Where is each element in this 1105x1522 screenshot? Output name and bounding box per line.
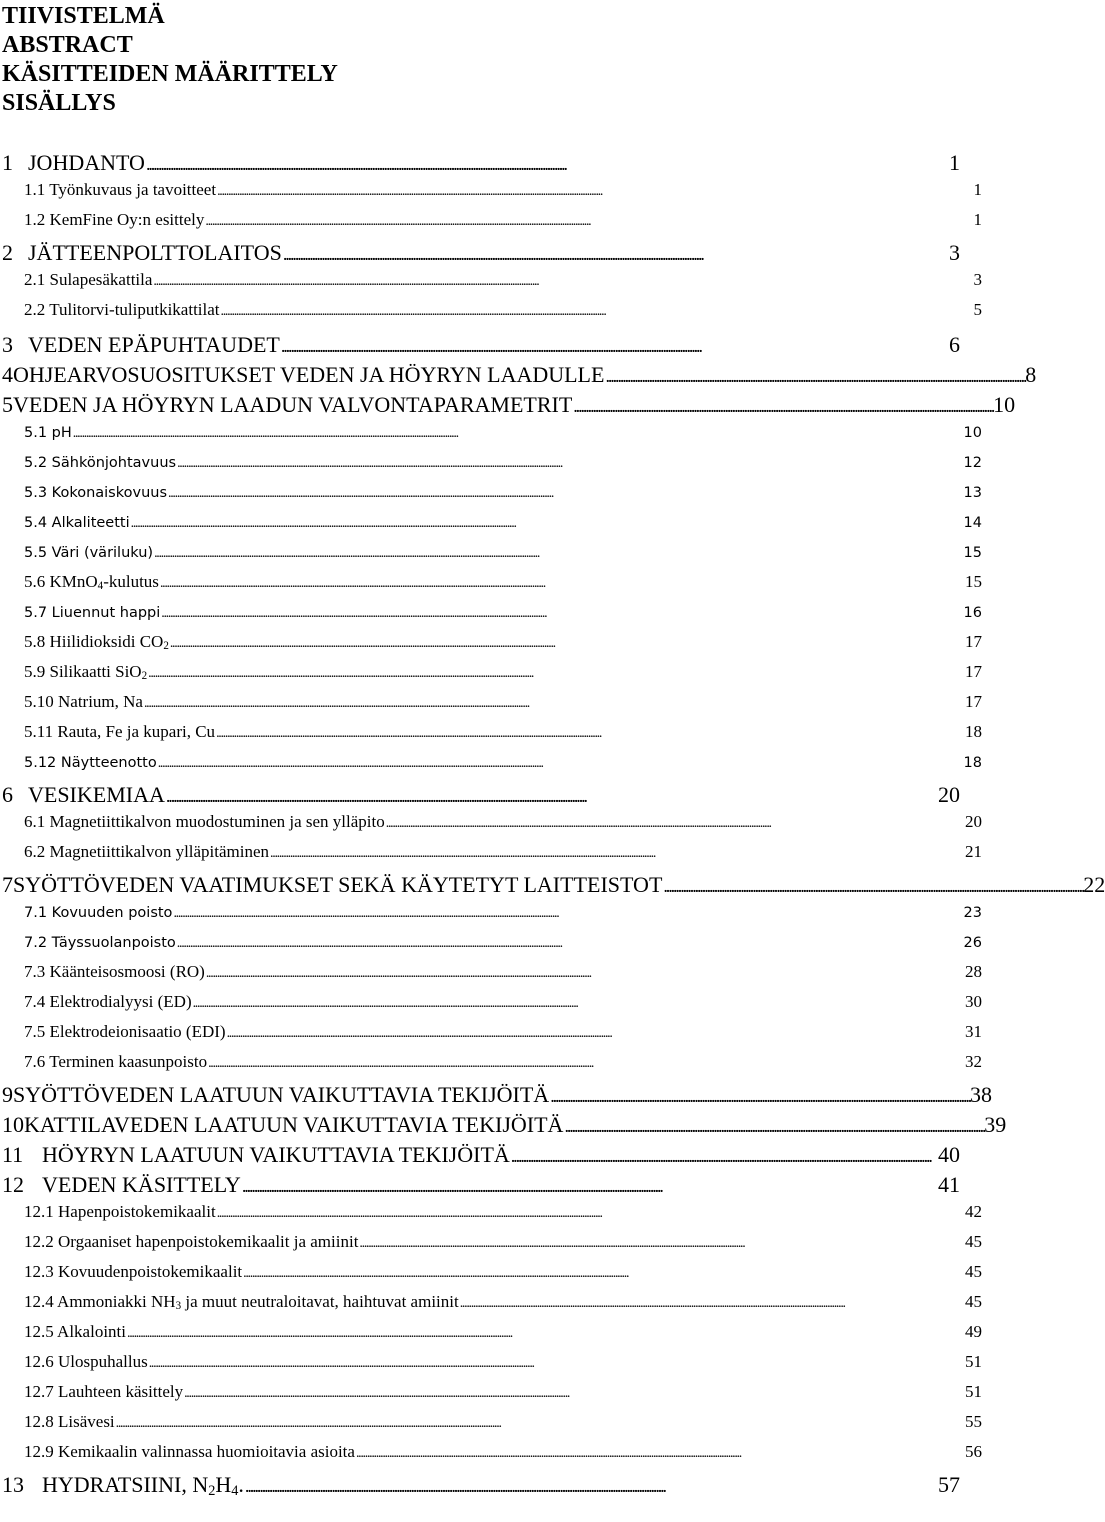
toc-entry-page: 14	[963, 515, 982, 531]
toc-entry[interactable]	[0, 1322, 982, 1342]
toc-entry-label: 2.1 Sulapesäkattila	[24, 270, 153, 289]
toc-entry[interactable]	[0, 180, 982, 200]
toc-entry-page: 30	[965, 992, 982, 1011]
toc-entry-page: 51	[965, 1352, 982, 1371]
toc-entry-label	[24, 1292, 459, 1312]
toc-entry-page: 23	[963, 905, 982, 921]
toc-entry-label: 12.3 Kovuudenpoistokemikaalit	[24, 1262, 243, 1281]
toc-entry-number: 10	[2, 1112, 24, 1137]
label-part: HYDRATSIINI, N	[42, 1472, 209, 1497]
dot-leader	[208, 1052, 964, 1072]
toc-entry-page: 18	[963, 755, 982, 771]
toc-entry-label: 2.2 Tulitorvi-tuliputkikattilat	[24, 300, 220, 319]
dot-leader	[148, 662, 964, 682]
label-part: .	[238, 1472, 244, 1497]
toc-entry[interactable]	[0, 1022, 982, 1042]
dot-leader	[216, 722, 964, 742]
toc-entry-page: 20	[938, 782, 960, 807]
toc-entry[interactable]	[0, 632, 982, 652]
toc-entry-label: 5.12 Näytteenotto	[24, 755, 157, 771]
toc-entry-label: SYÖTTÖVEDEN LAATUUN VAIKUTTAVIA TEKIJÖITÄ	[13, 1082, 550, 1107]
dot-leader	[168, 482, 963, 502]
dot-leader	[193, 992, 964, 1012]
label-part: 5.6 KMnO	[24, 572, 98, 591]
toc-entry-page: 20	[965, 812, 982, 831]
toc-entry-page: 41	[938, 1172, 960, 1197]
toc-entry-label: 5.1 pH	[24, 425, 72, 441]
toc-entry[interactable]	[0, 1082, 992, 1108]
toc-entry-label: SYÖTTÖVEDEN VAATIMUKSET SEKÄ KÄYTETYT LAITTEISTOT	[13, 872, 663, 897]
toc-entry-number: 12	[2, 1172, 24, 1197]
toc-entry[interactable]	[0, 1442, 982, 1462]
toc-entry[interactable]	[0, 1202, 982, 1222]
toc-entry-page: 45	[965, 1232, 982, 1251]
toc-entry-label: 7.1 Kovuuden poisto	[24, 905, 173, 921]
toc-entry-page: 15	[963, 545, 982, 561]
toc-entry[interactable]	[0, 1052, 982, 1072]
front-heading-abstract: ABSTRACT	[2, 32, 133, 58]
toc-entry[interactable]	[0, 692, 982, 712]
toc-entry[interactable]	[0, 602, 982, 622]
dot-leader	[217, 1202, 964, 1222]
dot-leader	[184, 1382, 964, 1402]
toc-entry-number: 13	[2, 1472, 24, 1497]
toc-entry-label: 1.1 Työnkuvaus ja tavoitteet	[24, 180, 217, 199]
dot-leader	[153, 270, 972, 290]
dot-leader	[663, 872, 1082, 898]
toc-entry-page: 5	[973, 300, 982, 319]
dot-leader	[206, 962, 964, 982]
toc-entry[interactable]	[0, 1232, 982, 1252]
dot-leader	[146, 150, 948, 176]
toc-entry[interactable]	[0, 1382, 982, 1402]
toc-entry[interactable]	[0, 392, 1016, 418]
front-heading-definitions: KÄSITTEIDEN MÄÄRITTELY	[2, 61, 338, 87]
toc-entry[interactable]	[0, 752, 982, 772]
toc-entry-label: 7.5 Elektrodeionisaatio (EDI)	[24, 1022, 226, 1041]
toc-entry-number: 6	[2, 782, 13, 807]
label-part: 5.8 Hiilidioksidi CO	[24, 632, 164, 651]
dot-leader	[177, 452, 962, 472]
toc-entry-page: 6	[949, 332, 960, 357]
toc-entry[interactable]	[0, 512, 982, 532]
toc-entry-label	[24, 662, 147, 682]
dot-leader	[460, 1292, 964, 1312]
dot-leader	[281, 332, 948, 358]
toc-entry-label: 5.2 Sähkönjohtavuus	[24, 455, 177, 471]
dot-leader	[144, 692, 964, 712]
dot-leader	[386, 812, 964, 832]
toc-entry-label: OHJEARVOSUOSITUKSET VEDEN JA HÖYRYN LAADULLE	[13, 362, 605, 387]
dot-leader	[356, 1442, 964, 1462]
toc-entry-page: 21	[965, 842, 982, 861]
toc-entry-label: HÖYRYN LAATUUN VAIKUTTAVIA TEKIJÖITÄ	[42, 1142, 510, 1167]
toc-entry-label	[42, 1472, 244, 1498]
dot-leader	[127, 1322, 964, 1342]
toc-entry-page: 13	[963, 485, 982, 501]
toc-entry-label: 6.2 Magnetiittikalvon ylläpitäminen	[24, 842, 270, 861]
toc-entry-page: 26	[963, 935, 982, 951]
toc-entry-page: 15	[965, 572, 982, 591]
toc-entry-page: 17	[965, 632, 982, 651]
subscript: 2	[163, 640, 169, 653]
toc-entry-page: 45	[965, 1262, 982, 1281]
toc-entry-page: 8	[1025, 362, 1037, 387]
toc-entry-number: 9	[2, 1082, 13, 1107]
toc-entry[interactable]	[0, 150, 960, 176]
toc-entry-label: 6.1 Magnetiittikalvon muodostuminen ja sen ylläpito	[24, 812, 385, 831]
dot-leader	[170, 632, 964, 652]
toc-entry[interactable]	[0, 482, 982, 502]
toc-entry-label: 5.4 Alkaliteetti	[24, 515, 130, 531]
label-part: -kulutus	[103, 572, 159, 591]
dot-leader	[149, 1352, 964, 1372]
toc-entry[interactable]	[0, 240, 960, 266]
toc-entry-page: 16	[963, 605, 982, 621]
subscript: 2	[141, 670, 148, 683]
toc-entry-page: 39	[984, 1112, 1007, 1137]
toc-entry[interactable]	[0, 1142, 960, 1168]
toc-entry[interactable]	[0, 992, 982, 1012]
toc-entry[interactable]	[0, 452, 982, 472]
label-part: ja muut neutraloitavat, haihtuvat amiinit	[181, 1292, 459, 1311]
toc-entry-page: 17	[965, 662, 982, 681]
toc-entry[interactable]	[0, 1172, 960, 1198]
toc-entry-label: 5.5 Väri (väriluku)	[24, 545, 154, 561]
toc-entry[interactable]	[0, 1472, 960, 1498]
toc-entry-label: VEDEN KÄSITTELY	[42, 1172, 241, 1197]
toc-entry-page: 40	[938, 1142, 960, 1167]
dot-leader	[116, 1412, 964, 1432]
dot-leader	[243, 1262, 964, 1282]
toc-entry-label: VEDEN JA HÖYRYN LAADUN VALVONTAPARAMETRIT	[13, 392, 573, 417]
toc-entry-label: VESIKEMIAA	[28, 782, 165, 807]
toc-entry[interactable]	[0, 1112, 1007, 1138]
subscript: 4	[97, 580, 104, 593]
toc-entry-label	[24, 572, 159, 592]
toc-entry[interactable]	[0, 1412, 982, 1432]
toc-entry-label: 12.5 Alkalointi	[24, 1322, 126, 1341]
toc-entry[interactable]	[0, 1292, 982, 1312]
toc-entry-number: 4	[2, 362, 13, 387]
toc-entry-label: 12.9 Kemikaalin valinnassa huomioitavia asioita	[24, 1442, 355, 1461]
dot-leader	[573, 392, 992, 418]
toc-entry[interactable]	[0, 872, 1105, 898]
dot-leader	[564, 1112, 983, 1138]
dot-leader	[161, 602, 962, 622]
toc-entry[interactable]	[0, 782, 960, 808]
toc-entry-number: 1	[2, 150, 13, 175]
dot-leader	[73, 422, 963, 442]
toc-entry-page: 3	[973, 270, 982, 289]
label-part: H	[215, 1472, 232, 1497]
toc-entry[interactable]	[0, 270, 982, 290]
toc-entry[interactable]	[0, 842, 982, 862]
toc-entry-page: 38	[970, 1082, 992, 1107]
dot-leader	[166, 782, 937, 808]
front-heading-tiivistelma: TIIVISTELMÄ	[2, 3, 165, 29]
toc-entry-page: 1	[973, 180, 982, 199]
toc-entry-label: 5.7 Liuennut happi	[24, 605, 161, 621]
toc-entry[interactable]	[0, 962, 982, 982]
toc-entry[interactable]	[0, 362, 1037, 388]
toc-entry[interactable]	[0, 422, 982, 442]
toc-entry-label	[24, 632, 169, 652]
toc-entry[interactable]	[0, 332, 960, 358]
toc-entry-number: 5	[2, 392, 13, 417]
dot-leader	[550, 1082, 969, 1108]
dot-leader	[283, 240, 948, 266]
dot-leader	[173, 902, 962, 922]
toc-entry-page: 49	[965, 1322, 982, 1341]
toc-entry-label: 5.3 Kokonaiskovuus	[24, 485, 168, 501]
dot-leader	[217, 180, 972, 200]
toc-entry[interactable]	[0, 902, 982, 922]
dot-leader	[359, 1232, 964, 1252]
toc-entry[interactable]	[0, 300, 982, 320]
dot-leader	[158, 752, 963, 772]
toc-entry-label: 12.2 Orgaaniset hapenpoistokemikaalit ja amiinit	[24, 1232, 359, 1251]
toc-entry-number: 7	[2, 872, 13, 897]
dot-leader	[245, 1472, 937, 1498]
subscript: 3	[175, 1300, 182, 1313]
toc-entry-label: 7.2 Täyssuolanpoisto	[24, 935, 176, 951]
toc-entry[interactable]	[0, 662, 982, 682]
toc-entry[interactable]	[0, 542, 982, 562]
toc-entry-page: 57	[938, 1472, 960, 1497]
toc-entry-label: VEDEN EPÄPUHTAUDET	[28, 332, 280, 357]
toc-entry-page: 18	[965, 722, 982, 741]
toc-entry-label: 7.6 Terminen kaasunpoisto	[24, 1052, 208, 1071]
toc-entry-page: 31	[965, 1022, 982, 1041]
front-heading-contents: SISÄLLYS	[2, 90, 116, 116]
label-part: 5.9 Silikaatti SiO	[24, 662, 142, 681]
toc-entry-page: 22	[1083, 872, 1105, 897]
dot-leader	[227, 1022, 964, 1042]
toc-entry-page: 55	[965, 1412, 982, 1431]
dot-leader	[131, 512, 963, 532]
toc-entry-number: 3	[2, 332, 13, 357]
toc-entry-label: KATTILAVEDEN LAATUUN VAIKUTTAVIA TEKIJÖITÄ	[24, 1112, 564, 1137]
toc-entry[interactable]	[0, 572, 982, 592]
dot-leader	[177, 932, 963, 952]
toc-entry-page: 1	[973, 210, 982, 229]
dot-leader	[221, 300, 973, 320]
dot-leader	[205, 210, 972, 230]
toc-entry-page: 28	[965, 962, 982, 981]
toc-entry-page: 17	[965, 692, 982, 711]
toc-entry[interactable]	[0, 932, 982, 952]
toc-entry-page: 45	[965, 1292, 982, 1311]
dot-leader	[270, 842, 964, 862]
toc-entry-page: 32	[965, 1052, 982, 1071]
toc-entry-label: 7.3 Käänteisosmoosi (RO)	[24, 962, 205, 981]
toc-entry-label: JÄTTEENPOLTTOLAITOS	[28, 240, 282, 265]
toc-entry[interactable]	[0, 812, 982, 832]
toc-entry-label: 5.10 Natrium, Na	[24, 692, 143, 711]
dot-leader	[160, 572, 964, 592]
subscript: 2	[208, 1482, 216, 1499]
subscript: 4	[231, 1482, 239, 1499]
dot-leader	[242, 1172, 937, 1198]
toc-entry[interactable]	[0, 210, 982, 230]
toc-entry-label: 7.4 Elektrodialyysi (ED)	[24, 992, 192, 1011]
toc-entry-page: 10	[963, 425, 982, 441]
toc-entry-page: 51	[965, 1382, 982, 1401]
toc-entry-label: 12.1 Hapenpoistokemikaalit	[24, 1202, 216, 1221]
dot-leader	[511, 1142, 937, 1168]
toc-entry-page: 10	[993, 392, 1016, 417]
toc-entry-page: 3	[949, 240, 960, 265]
toc-entry-label: JOHDANTO	[28, 150, 145, 175]
toc-entry-number: 11	[2, 1142, 24, 1167]
toc-entry[interactable]	[0, 722, 982, 742]
toc-entry-label: 1.2 KemFine Oy:n esittely	[24, 210, 205, 229]
dot-leader	[154, 542, 962, 562]
toc-entry[interactable]	[0, 1262, 982, 1282]
toc-entry-page: 12	[963, 455, 982, 471]
toc-entry-label: 12.6 Ulospuhallus	[24, 1352, 148, 1371]
toc-entry-page: 56	[965, 1442, 982, 1461]
toc-entry-label: 12.8 Lisävesi	[24, 1412, 115, 1431]
toc-entry-page: 42	[965, 1202, 982, 1221]
toc-entry-label: 5.11 Rauta, Fe ja kupari, Cu	[24, 722, 216, 741]
label-part: 12.4 Ammoniakki NH	[24, 1292, 176, 1311]
toc-entry-page: 1	[949, 150, 960, 175]
dot-leader	[605, 362, 1024, 388]
toc-entry[interactable]	[0, 1352, 982, 1372]
toc-entry-number: 2	[2, 240, 13, 265]
toc-entry-label: 12.7 Lauhteen käsittely	[24, 1382, 184, 1401]
